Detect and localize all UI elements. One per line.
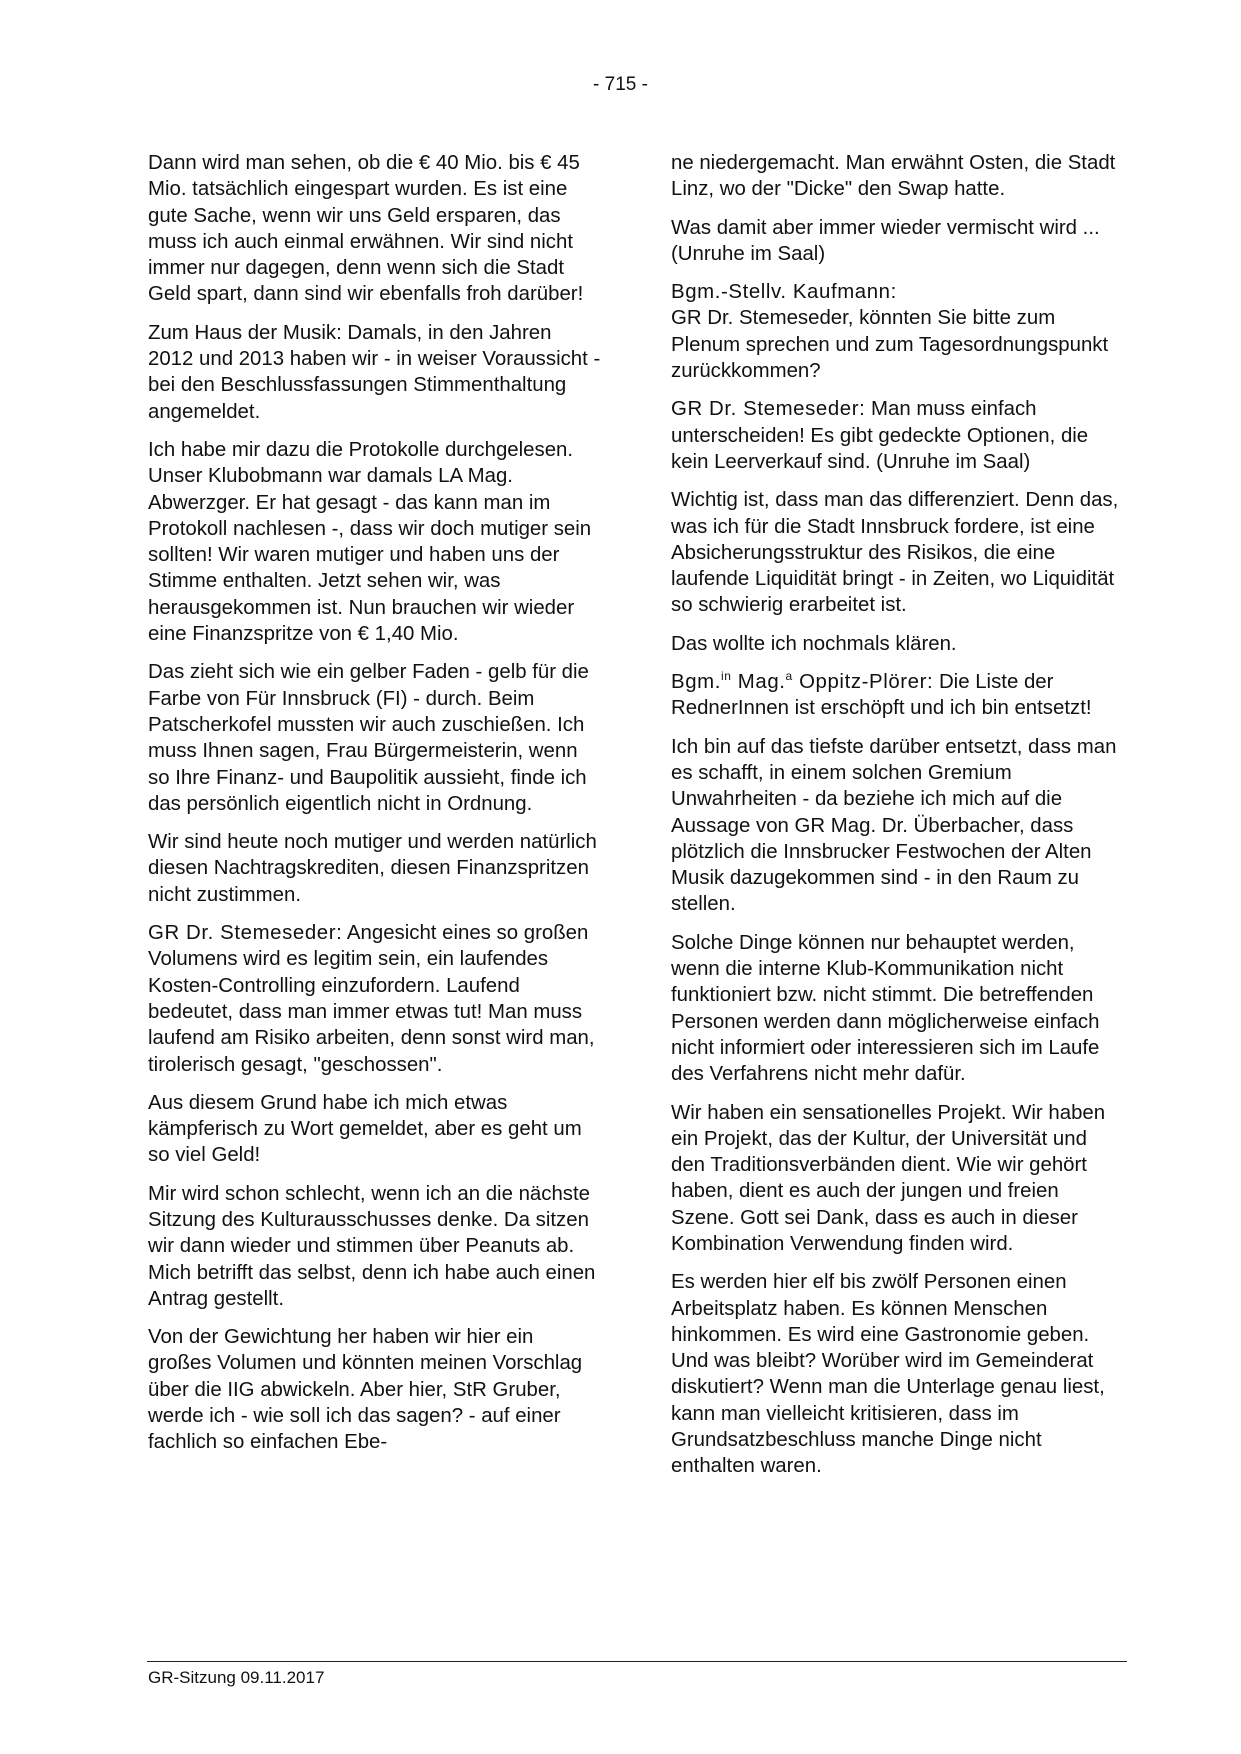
paragraph: Das zieht sich wie ein gelber Faden - gelb für die Farbe von Für Innsbruck (FI) - durch. Beim Patscherkofel mussten wir auch zuschießen. Ich muss Ihnen sagen, Frau Bürgermeisterin, wenn so Ihre Finanz- und Baupolitik aussieht, finde ich das persönlich eigentlich nicht in Ordnung. xyxy=(148,661,589,815)
speaker-title-suffix: a xyxy=(785,669,793,684)
speaker-title: Mag. xyxy=(731,671,786,694)
speech-text: Die Liste der RednerInnen ist erschöpft und ich bin entsetzt! xyxy=(671,671,1092,720)
paragraph: Solche Dinge können nur behauptet werden, wenn die interne Klub-Kommunikation nicht funktioniert bzw. nicht stimmt. Die betreffenden Personen werden dann möglicherweise einfach nicht informiert oder interessieren sich im Laufe des Verfahrens nicht mehr dafür. xyxy=(671,931,1100,1086)
speaker-name: Bgm.-Stellv. Kaufmann: xyxy=(671,281,897,304)
speaker-title: Bgm. xyxy=(671,671,721,694)
paragraph: ne niedergemacht. Man erwähnt Osten, die Stadt Linz, wo der "Dicke" den Swap hatte. xyxy=(671,152,1116,201)
speech-paragraph xyxy=(671,396,1125,475)
paragraph: Zum Haus der Musik: Damals, in den Jahren 2012 und 2013 haben wir - in weiser Voraussicht - bei den Beschlussfassungen Stimmenthaltung angemeldet. xyxy=(148,321,601,423)
paragraph: Wir haben ein sensationelles Projekt. Wir haben ein Projekt, das der Kultur, der Universität und den Traditionsverbänden dient. Wie wir gehört haben, dient es auch der jungen und freien Szene. Gott sei Dank, dass es auch in dieser Kombination Verwendung finden wird. xyxy=(671,1101,1106,1255)
paragraph: Es werden hier elf bis zwölf Personen einen Arbeitsplatz haben. Es können Menschen hinkommen. Es wird eine Gastronomie geben. Und was bleibt? Worüber wird im Gemeinderat diskutiert? Wenn man die Unterlage genau liest, kann man vielleicht kritisieren, dass im Grundsatzbeschluss manche Dinge nicht enthalten waren. xyxy=(671,1271,1105,1478)
speech-paragraph xyxy=(148,920,602,1078)
footer-session-date: GR-Sitzung 09.11.2017 xyxy=(148,1668,325,1687)
page-number: - 715 - xyxy=(593,74,648,95)
paragraph: Ich habe mir dazu die Protokolle durchgelesen. Unser Klubobmann war damals LA Mag. Abwerzger. Er hat gesagt - das kann man im Protokoll nachlesen -, dass wir doch mutiger sein sollten! Wir waren mutiger und haben uns der Stimme enthalten. Jetzt sehen wir, was herausgekommen ist. Nun brauchen wir wieder eine Finanzspritze von € 1,40 Mio. xyxy=(148,438,592,646)
paragraph: Ich bin auf das tiefste darüber entsetzt, dass man es schafft, in einem solchen Gremium Unwahrheiten - da beziehe ich mich auf die Aussage von GR Mag. Dr. Überbacher, dass plötzlich die Innsbrucker Festwochen der Alten Musik dazugekommen sind - in den Raum zu stellen. xyxy=(671,735,1117,916)
paragraph: Das wollte ich nochmals klären. xyxy=(671,632,957,655)
paragraph: Wichtig ist, dass man das differenziert. Denn das, was ich für die Stadt Innsbruck fordere, ist eine Absicherungsstruktur des Risikos, die eine laufende Liquidität bringt - in Zeiten, wo Liquidität so schwierig erarbeitet ist. xyxy=(671,489,1119,617)
speech-paragraph xyxy=(671,279,1125,384)
right-column xyxy=(671,150,1125,1492)
paragraph: Dann wird man sehen, ob die € 40 Mio. bis € 45 Mio. tatsächlich eingespart wurden. Es ist eine gute Sache, wenn wir uns Geld ersparen, das muss ich auch einmal erwähnen. Wir sind nicht immer nur dagegen, denn wenn sich die Stadt Geld spart, dann sind wir ebenfalls froh darüber! xyxy=(148,152,584,306)
footer-divider xyxy=(147,1661,1127,1662)
speaker-name: GR Dr. Stemeseder: xyxy=(148,922,343,945)
speech-text: Man muss einfach unterscheiden! Es gibt gedeckte Optionen, die kein Leerverkauf sind. (Unruhe im Saal) xyxy=(671,398,1089,473)
left-column xyxy=(148,150,602,1468)
paragraph: Von der Gewichtung her haben wir hier ein großes Volumen und könnten meinen Vorschlag über die IIG abwickeln. Aber hier, StR Gruber, werde ich - wie soll ich das sagen? - auf einer fachlich so einfachen Ebe- xyxy=(148,1326,583,1454)
speaker-name xyxy=(671,671,933,693)
speaker-surname: Oppitz-Plörer: xyxy=(792,671,934,694)
speech-paragraph xyxy=(671,669,1125,722)
paragraph: Wir sind heute noch mutiger und werden natürlich diesen Nachtragskrediten, diesen Finanzspritzen nicht zustimmen. xyxy=(148,831,597,906)
speech-text: GR Dr. Stemeseder, könnten Sie bitte zum Plenum sprechen und zum Tagesordnungspunkt zurückkommen? xyxy=(671,307,1109,383)
paragraph: Was damit aber immer wieder vermischt wird ... (Unruhe im Saal) xyxy=(671,216,1100,265)
speaker-title-suffix: in xyxy=(721,669,732,684)
speech-text: Angesicht eines so großen Volumens wird es legitim sein, ein laufendes Kosten-Controlling einzufordern. Laufend bedeutet, dass man immer etwas tut! Man muss laufend am Risiko arbeiten, denn sonst wird man, tirolerisch gesagt, "geschossen". xyxy=(148,922,595,1076)
speaker-name: GR Dr. Stemeseder: xyxy=(671,398,866,421)
paragraph: Mir wird schon schlecht, wenn ich an die nächste Sitzung des Kulturausschusses denke. Da sitzen wir dann wieder und stimmen über Peanuts ab. Mich betrifft das selbst, denn ich habe auch einen Antrag gestellt. xyxy=(148,1182,596,1310)
paragraph: Aus diesem Grund habe ich mich etwas kämpferisch zu Wort gemeldet, aber es geht um so viel Geld! xyxy=(148,1091,582,1167)
